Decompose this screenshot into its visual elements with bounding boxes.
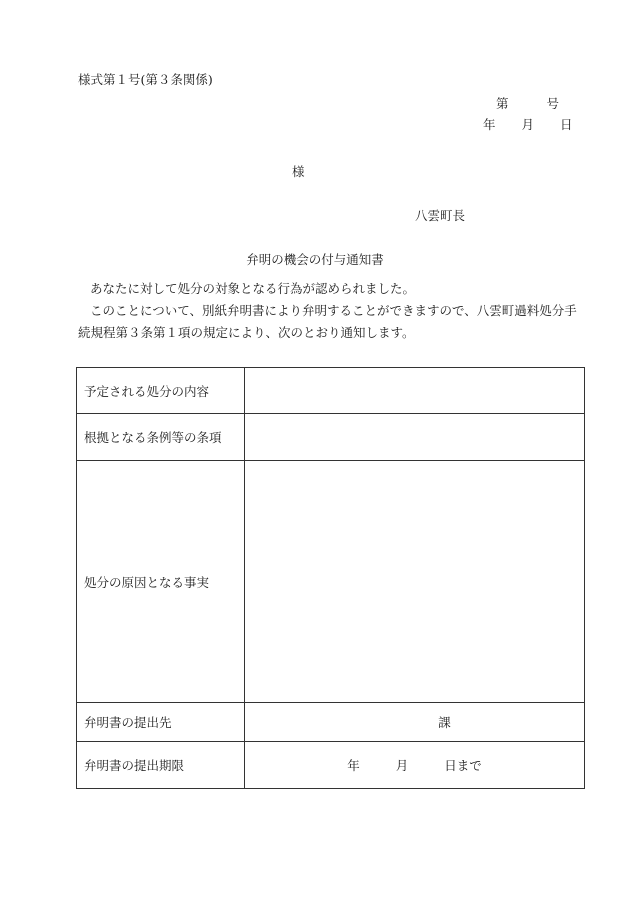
doc-number-prefix: 第 (496, 96, 509, 111)
row-value (245, 414, 585, 461)
document-title: 弁明の機会の付与通知書 (246, 252, 384, 267)
table-row (77, 703, 585, 742)
row-value (245, 368, 585, 414)
table-row (77, 414, 585, 461)
deadline-month: 月 (395, 758, 409, 773)
table-row (77, 368, 585, 414)
row-label: 根拠となる条例等の条項 (77, 414, 245, 461)
deadline-year: 年 (347, 758, 360, 773)
notice-details-table (76, 367, 585, 789)
issuer: 八雲町長 (415, 208, 466, 223)
table-row (77, 742, 585, 789)
submission-department: 課 (245, 703, 585, 742)
row-label: 弁明書の提出期限 (77, 742, 245, 789)
table-row (77, 461, 585, 703)
submission-deadline (245, 742, 585, 789)
body-paragraph-2: このことについて、別紙弁明書により弁明することができますので、八雲町過料処分手続規程第３条第１項の規定により、次のとおり通知します。 (78, 303, 577, 340)
row-label: 予定される処分の内容 (77, 368, 245, 414)
document-number-line (496, 94, 559, 112)
form-number: 様式第１号(第３条関係) (78, 72, 213, 87)
document-date-line (483, 115, 573, 133)
date-day: 日 (560, 117, 573, 132)
row-value (245, 461, 585, 703)
row-label: 弁明書の提出先 (77, 703, 245, 742)
addressee: 様 (292, 164, 305, 179)
date-year: 年 (483, 117, 496, 132)
body-paragraph-1: あなたに対して処分の対象となる行為が認められました。 (90, 281, 416, 296)
date-month: 月 (521, 117, 535, 132)
row-label: 処分の原因となる事実 (77, 461, 245, 703)
deadline-day: 日まで (444, 758, 482, 773)
doc-number-suffix: 号 (546, 96, 560, 111)
